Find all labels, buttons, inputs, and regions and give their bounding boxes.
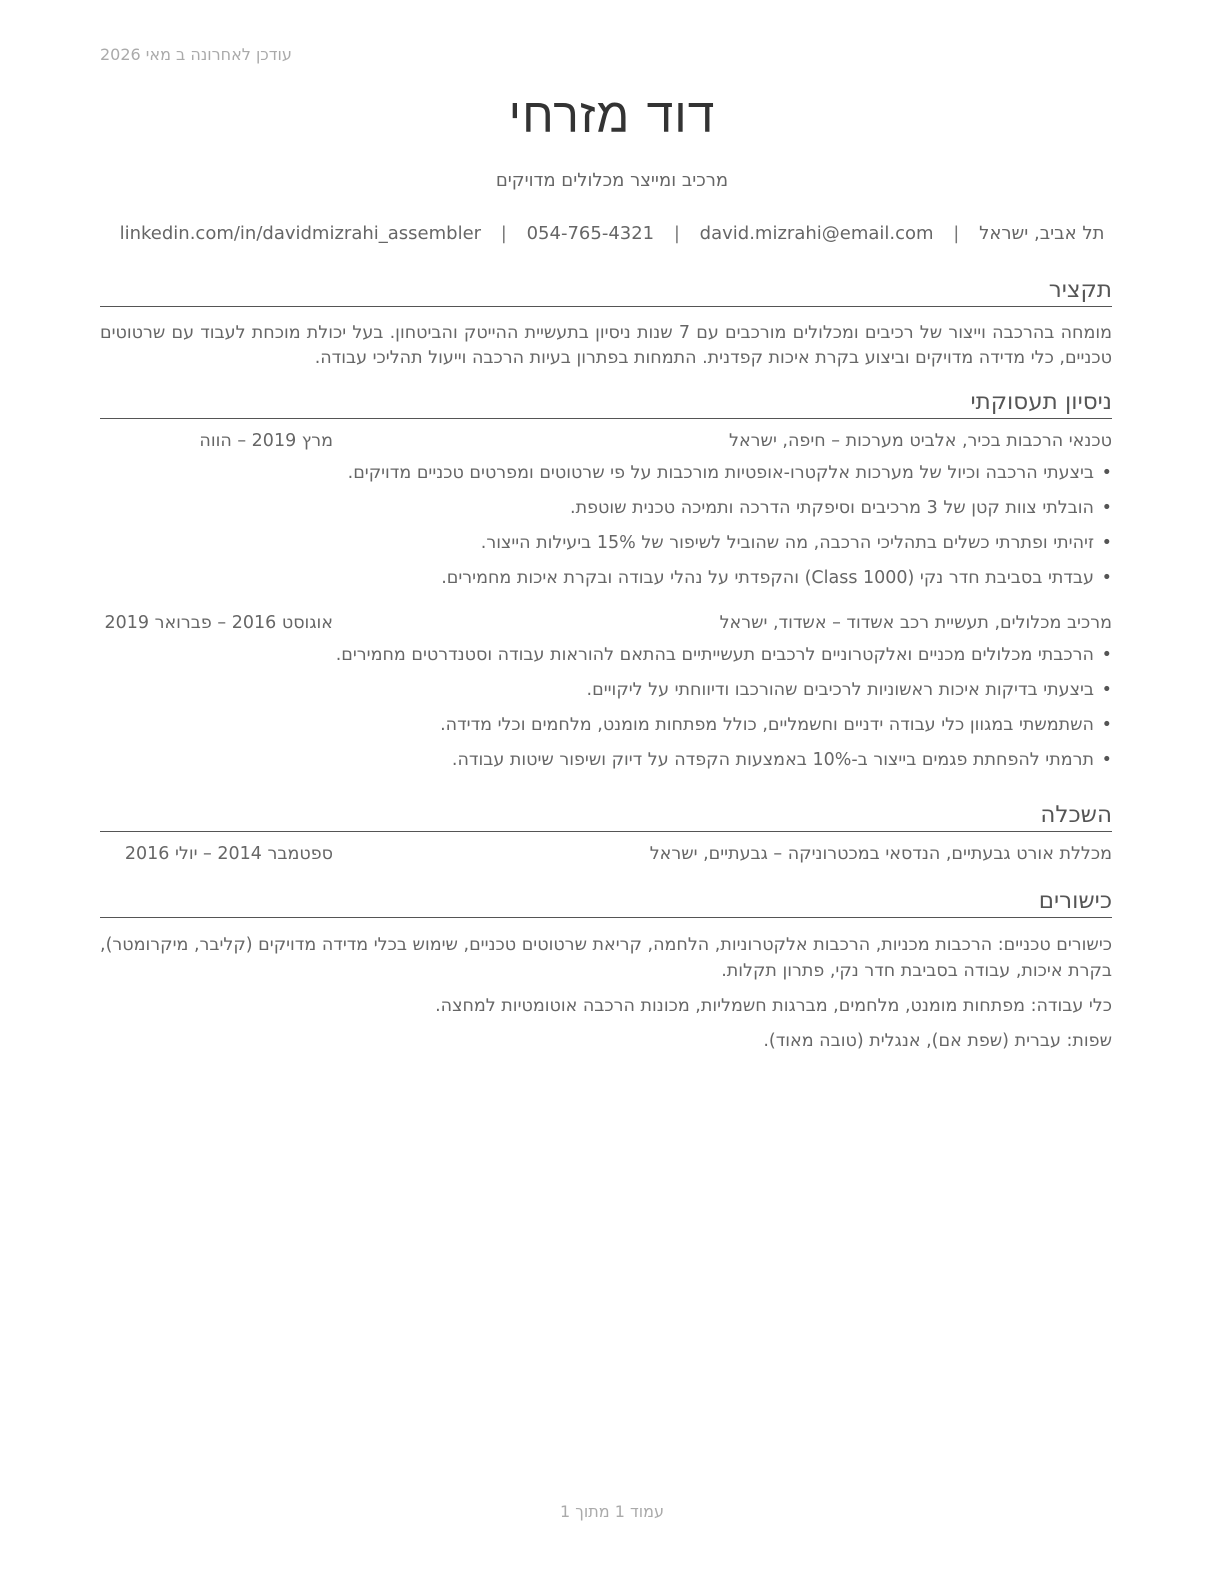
bullet-item: • הובלתי צוות קטן של 3 מרכיבים וסיפקתי הדרכה ותמיכה טכנית שוטפת. [100,496,1112,531]
bullet-item: • השתמשתי במגוון כלי עבודה ידניים וחשמליים, כולל מפתחות מומנט, מלחמים וכלי מדידה. [100,713,1112,748]
contact-phone[interactable]: 054-765-4321 [526,223,655,244]
job-dates: אוגוסט 2016 – פברואר 2019 [104,613,333,633]
skills-tools: כלי עבודה: מפתחות מומנט, מלחמים, מברגות חשמליות, מכונות הרכבה אוטומטיות למחצה. [435,996,1112,1016]
skills-technical: כישורים טכניים: הרכבות מכניות, הרכבות אלקטרוניות, הלחמה, קריאת שרטוטים טכניים, שימוש בכלי מדידה מדויקים (קליבר, מיקרומטר), בקרת איכות, עבודה בסביבת חדר נקי, פתרון תקלות. [100,935,1112,981]
education-section [100,800,1112,874]
job-header [100,431,1112,461]
section-heading: השכלה [100,800,1112,832]
contact-separator: | [953,223,960,244]
job-bullets [100,461,1112,601]
experience-section [100,387,1112,783]
job-header [100,613,1112,643]
bullet-item: • ביצעתי בדיקות איכות ראשוניות לרכיבים שהורכבו ודיווחתי על ליקויים. [100,678,1112,713]
job-bullets [100,643,1112,783]
bullet-item: • הרכבתי מכלולים מכניים ואלקטרוניים לרכבים תעשייתיים בהתאם להוראות עבודה וסטנדרטים מחמירים. [100,643,1112,678]
bullet-item: • תרמתי להפחתת פגמים בייצור ב-10% באמצעות הקפדה על דיוק ושיפור שיטות עבודה. [100,748,1112,783]
summary-section [100,275,1112,371]
section-heading: כישורים [100,886,1112,918]
contact-separator: | [673,223,680,244]
contact-line [0,223,1224,244]
education-entry [100,844,1112,874]
education-dates: ספטמבר 2014 – יולי 2016 [124,844,333,864]
job-entry [100,613,1112,783]
education-org: מכללת אורט גבעתיים, הנדסאי במכטרוניקה – גבעתיים, ישראל [649,844,1112,864]
contact-separator: | [500,223,507,244]
job-org: טכנאי הרכבות בכיר, אלביט מערכות – חיפה, ישראל [729,431,1112,451]
skills-section [100,886,1112,1054]
section-heading: ניסיון תעסוקתי [100,387,1112,419]
skills-languages: שפות: עברית (שפת אם), אנגלית (טובה מאוד). [763,1031,1112,1051]
bullet-item: • זיהיתי ופתרתי כשלים בתהליכי הרכבה, מה שהוביל לשיפור של 15% ביעילות הייצור. [100,531,1112,566]
last-updated: עודכן לאחרונה ב מאי 2026 [100,45,292,64]
job-entry [100,431,1112,601]
contact-email[interactable]: david.mizrahi@email.com [699,223,934,244]
bullet-item: • ביצעתי הרכבה וכיול של מערכות אלקטרו-אופטיות מורכבות על פי שרטוטים ומפרטים טכניים מדויקים. [100,461,1112,496]
candidate-name: דוד מזרחי [508,88,716,144]
bullet-item: • עבדתי בסביבת חדר נקי (Class 1000) והקפדתי על נהלי עבודה ובקרת איכות מחמירים. [100,566,1112,601]
candidate-title: מרכיב ומייצר מכלולים מדויקים [495,170,729,191]
job-dates: מרץ 2019 – הווה [199,431,333,451]
job-org: מרכיב מכלולים, תעשיית רכב אשדוד – אשדוד, ישראל [719,613,1112,633]
summary-text: מומחה בהרכבה וייצור של רכיבים ומכלולים מורכבים עם 7 שנות ניסיון בתעשיית ההייטק והביטחון. בעל יכולת מוכחת לעבוד עם שרטוטים טכניים, כלי מדידה מדויקים וביצוע בקרת איכות קפדנית. התמחות בפתרון בעיות הרכבה וייעול תהליכי עבודה. [100,323,1112,368]
contact-location: תל אביב, ישראל [979,223,1105,244]
contact-linkedin[interactable]: linkedin.com/in/davidmizrahi_assembler [119,223,482,244]
page-number: עמוד 1 מתוך 1 [560,1502,664,1521]
section-heading: תקציר [100,275,1112,307]
